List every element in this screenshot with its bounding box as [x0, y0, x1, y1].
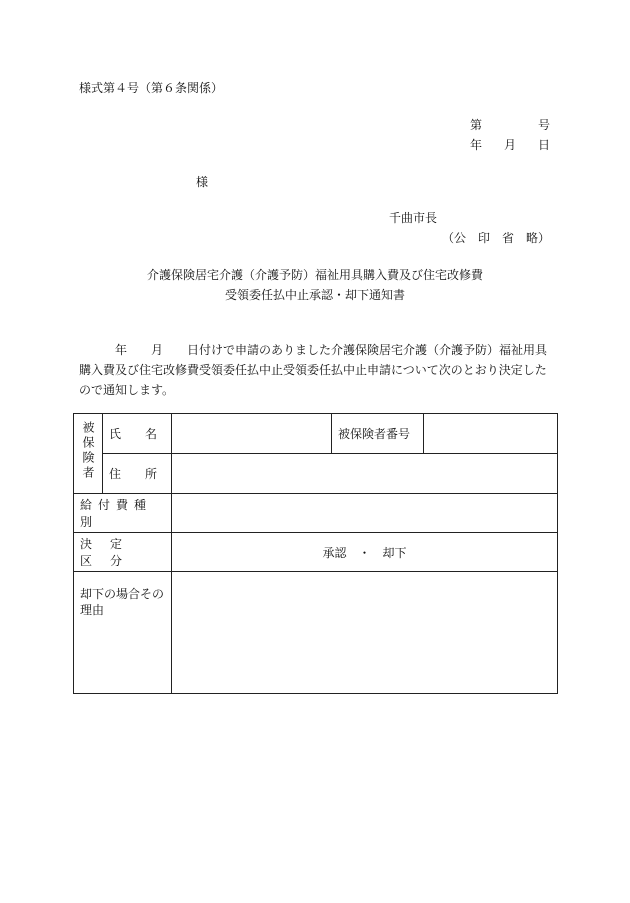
name-value[interactable]	[172, 414, 332, 454]
number-prefix: 第	[470, 118, 483, 132]
benefit-type-label: 給付費種別	[74, 494, 172, 533]
document-title-line2: 受領委任払中止承認・却下通知書	[224, 288, 405, 302]
date-day: 日	[537, 138, 550, 152]
body-paragraph: 年 月 日付けで申請のありました介護保険居宅介護（介護予防）福祉用具購入費及び住宅改修費受領委任払中止受領委任払中止申請について次のとおり決定したので通知します。	[79, 343, 548, 397]
name-label: 氏 名	[103, 414, 172, 454]
issue-date	[470, 137, 550, 153]
address-value[interactable]	[172, 454, 558, 494]
decision-label: 決定区分	[74, 533, 172, 572]
date-month: 月	[503, 138, 516, 152]
rejection-reason-value[interactable]	[172, 572, 558, 694]
insured-label-cell	[74, 414, 103, 494]
date-year: 年	[470, 138, 483, 152]
document-title-line1: 介護保険居宅介護（介護予防）福祉用具購入費及び住宅改修費	[146, 268, 483, 282]
addressee-suffix: 様	[196, 175, 209, 189]
number-suffix: 号	[537, 118, 550, 132]
insured-label: 被保険者	[81, 421, 95, 481]
reference-number	[470, 117, 550, 133]
insured-number-value[interactable]	[424, 414, 558, 454]
issuer: 千曲市長	[389, 211, 438, 225]
insured-number-label: 被保険者番号	[332, 414, 424, 454]
info-table	[73, 413, 558, 694]
rejection-reason-label: 却下の場合その理由	[74, 572, 172, 694]
benefit-type-value[interactable]	[172, 494, 558, 533]
decision-value[interactable]: 承認 ・ 却下	[172, 533, 558, 572]
form-number: 様式第４号（第６条関係）	[79, 81, 224, 95]
address-label: 住 所	[103, 454, 172, 494]
seal-note: （公 印 省 略）	[442, 231, 551, 245]
